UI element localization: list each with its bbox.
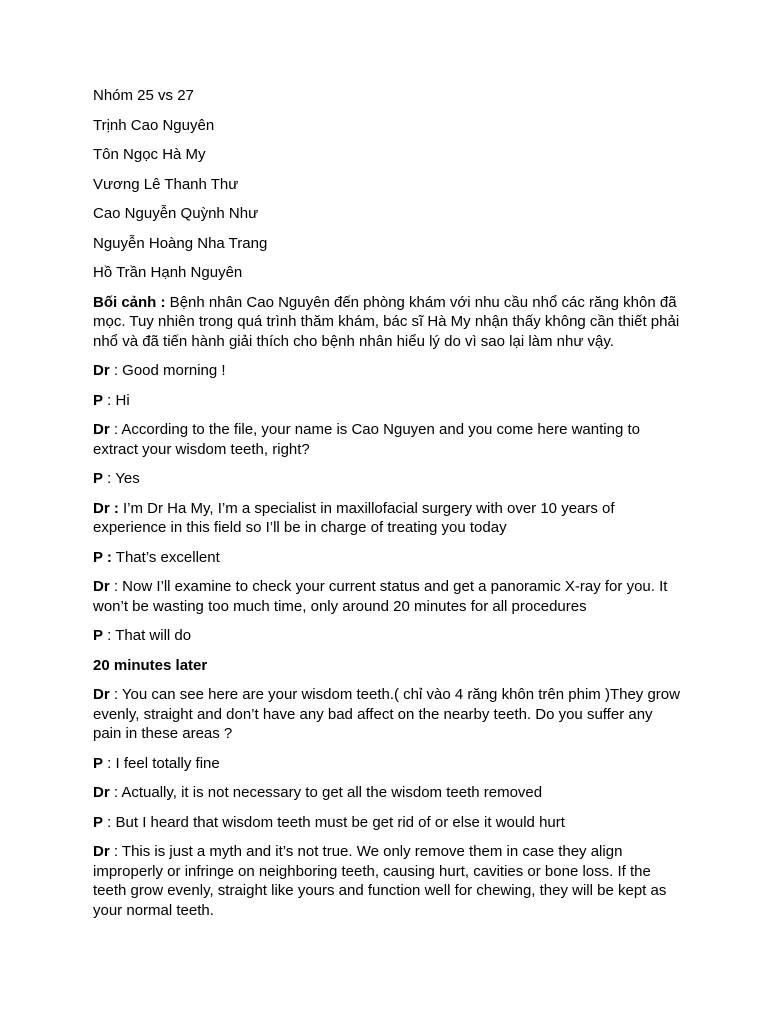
- dialogue-text: : This is just a myth and it’s not true. We only remove them in case they align improperly or infringe on neighboring teeth, causing hurt, cavities or bone loss. If the teeth grow evenly, straight like yours and function well for chewing, they will be kept as your normal teeth.: [93, 843, 667, 919]
- speaker-label: Dr: [93, 578, 110, 595]
- dialogue-line: [93, 754, 684, 774]
- dialogue-line: [93, 842, 684, 920]
- dialogue-line: [93, 469, 684, 489]
- dialogue-line: [93, 420, 684, 459]
- dialogue-text: : That will do: [103, 627, 192, 644]
- speaker-label: Dr: [93, 686, 110, 703]
- dialogue-line: [93, 548, 684, 568]
- speaker-label: P: [93, 754, 104, 772]
- dialogue-text: That’s excellent: [111, 548, 220, 566]
- member-name: Vương Lê Thanh Thư: [93, 175, 239, 193]
- member-name: Trịnh Cao Nguyên: [93, 116, 215, 134]
- scene-break-heading: 20 minutes later: [93, 656, 208, 674]
- dialogue-text: : But I heard that wisdom teeth must be get rid of or else it would hurt: [103, 813, 565, 831]
- dialogue-line: [93, 361, 684, 381]
- member-name: Tôn Ngọc Hà My: [93, 146, 206, 163]
- member-name: Hồ Trần Hạnh Nguyên: [93, 264, 243, 281]
- dialogue-text: : Yes: [103, 470, 140, 487]
- group-title: Nhóm 25 vs 27: [93, 87, 194, 104]
- dialogue-text: I’m Dr Ha My, I’m a specialist in maxillofacial surgery with over 10 years of experience in this field so I’ll be in charge of treating you today: [93, 499, 615, 536]
- speaker-label: Dr: [93, 784, 110, 801]
- dialogue-text: : Now I’ll examine to check your current status and get a panoramic X-ray for you. It won’t be wasting too much time, only around 20 minutes for all procedures: [93, 578, 668, 615]
- speaker-label: P: [93, 627, 104, 644]
- dialogue-text: : According to the file, your name is Cao Nguyen and you come here wanting to extract your wisdom teeth, right?: [93, 421, 640, 458]
- member-name: Nguyễn Hoàng Nha Trang: [93, 234, 268, 252]
- speaker-label: P :: [93, 548, 112, 566]
- dialogue-line: [93, 499, 684, 538]
- speaker-label: P: [93, 813, 104, 831]
- speaker-label: Dr :: [93, 499, 119, 517]
- dialogue-line: [93, 626, 684, 646]
- context-label: Bối cảnh :: [93, 293, 166, 311]
- dialogue-text: : You can see here are your wisdom teeth.( chỉ vào 4 răng khôn trên phim )They grow evenly, straight and don’t have any bad affect on the nearby teeth. Do you suffer any pain in these areas ?: [93, 686, 680, 742]
- dialogue-line: [93, 391, 684, 411]
- speaker-label: Dr: [93, 843, 110, 860]
- dialogue-text: : Good morning !: [109, 362, 226, 379]
- context-paragraph: [93, 293, 684, 352]
- dialogue-line: [93, 577, 684, 616]
- speaker-label: P: [93, 470, 104, 487]
- dialogue-line: [93, 813, 684, 833]
- dialogue-text: : I feel totally fine: [103, 754, 220, 772]
- speaker-label: Dr: [93, 421, 110, 438]
- speaker-label: P: [93, 391, 104, 409]
- member-name: Cao Nguyễn Quỳnh Như: [93, 205, 259, 222]
- dialogue-line: [93, 685, 684, 744]
- dialogue-text: : Actually, it is not necessary to get all the wisdom teeth removed: [109, 784, 543, 801]
- dialogue-text: : Hi: [103, 391, 130, 409]
- speaker-label: Dr: [93, 362, 110, 379]
- dialogue-line: [93, 783, 684, 803]
- context-text: Bệnh nhân Cao Nguyên đến phòng khám với nhu cầu nhổ các răng khôn đã mọc. Tuy nhiên trong quá trình thăm khám, bác sĩ Hà My nhận thấy không cần thiết phải nhổ và đã tiến hành giải thích cho bệnh nhân hiểu lý do vì sao lại làm như vậy.: [93, 293, 680, 350]
